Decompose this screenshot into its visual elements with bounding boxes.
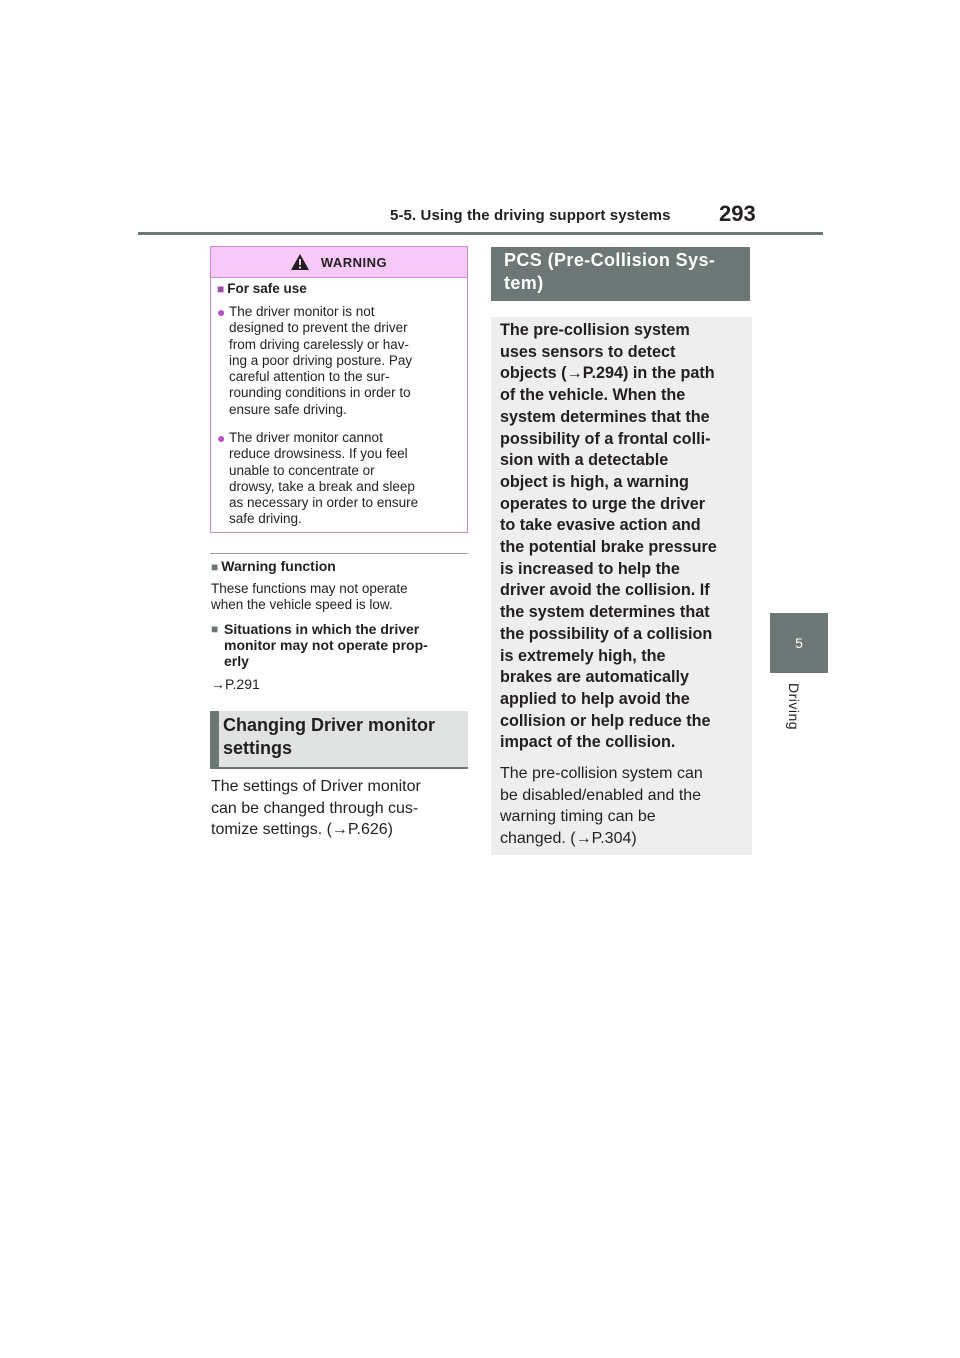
warning-title: WARNING xyxy=(320,254,388,270)
warning-bullet xyxy=(217,430,465,528)
square-bullet-icon: ■ xyxy=(211,560,219,574)
divider xyxy=(210,553,468,554)
bullet-dot-icon: ● xyxy=(217,304,226,320)
warning-subheading: ■ For safe use xyxy=(217,281,307,296)
section-title: 5-5. Using the driving support systems xyxy=(390,207,671,224)
chapter-tab[interactable] xyxy=(770,613,828,673)
changing-settings-heading-box xyxy=(210,711,468,769)
chapter-number: 5 xyxy=(795,635,803,651)
header-divider xyxy=(138,232,823,235)
warning-bullet xyxy=(217,304,465,418)
changing-settings-heading: Changing Driver monitor settings xyxy=(223,715,436,758)
warning-header xyxy=(211,247,467,278)
warning-box xyxy=(210,246,468,533)
page-number: 293 xyxy=(719,201,756,226)
square-bullet-icon: ■ xyxy=(211,622,219,636)
bullet-dot-icon: ● xyxy=(217,430,226,446)
situations-page-ref[interactable]: →P.291 xyxy=(211,676,260,692)
pcs-heading: PCS (Pre-Collision Sys- tem) xyxy=(504,250,716,293)
chapter-label: Driving xyxy=(786,683,802,731)
warning-bullet-text: The driver monitor cannot reduce drowsiness. If you feel unable to concentrate or drowsy, take a break and sleep as necessary in order to ensure safe driving. xyxy=(229,430,419,527)
settings-text: The settings of Driver monitor can be changed through cus- tomize settings. (→P.626) xyxy=(211,778,421,838)
pcs-settings-text: The pre-collision system can be disabled/enabled and the warning timing can be changed. (→P.304) xyxy=(500,765,703,847)
square-bullet-icon: ■ xyxy=(217,282,225,296)
pcs-summary-text: The pre-collision system uses sensors to detect objects (→P.294) in the path of the vehicle. When the system determines that the possibility of a frontal colli- sion with a detectable object is high, a warning operates to urge the driver to take evasive action and the potential brake pressure is increased to help the driver avoid the collision. If the system determines that the possibility of a collision is extremely high, the brakes are automatically applied to help avoid the collision or help reduce the impact of the collision. xyxy=(500,321,717,752)
warning-bullet-text: The driver monitor is not designed to prevent the driver from driving carelessly or hav- ing a poor driving posture. Pay careful attention to the sur- rounding conditions in order to ensure safe driving. xyxy=(229,304,413,417)
pcs-heading-box xyxy=(491,247,750,301)
warning-function-text: These functions may not operate when the vehicle speed is low. xyxy=(211,581,408,612)
pcs-summary-panel xyxy=(491,317,752,855)
warning-triangle-icon xyxy=(291,254,309,270)
warning-function-heading: ■ Warning function xyxy=(211,558,336,574)
situations-heading: ■ Situations in which the driver monitor may not operate prop- erly xyxy=(211,621,428,669)
